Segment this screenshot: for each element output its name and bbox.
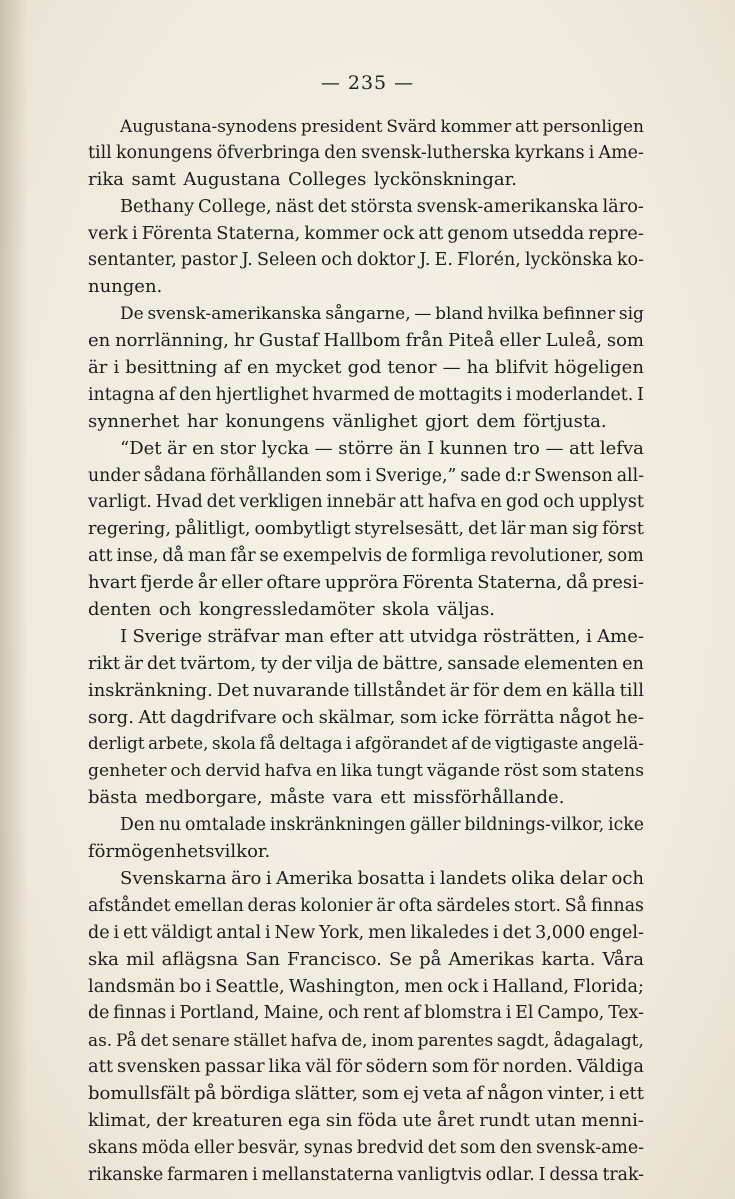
text-line: skans möda eller besvär, synas bredvid det som den svensk-ame- bbox=[88, 1137, 644, 1158]
text-line: att inse, då man får se exempelvis de formliga revolutioner, som bbox=[88, 546, 644, 567]
text-line: de finnas i Portland, Maine, och rent af blomstra i El Campo, Tex- bbox=[88, 1003, 644, 1024]
text-line: bästa medborgare, måste vara ett missförhållande. bbox=[88, 787, 565, 809]
text-line: Den nu omtalade inskränkningen gäller bildnings-vilkor, icke bbox=[120, 815, 644, 836]
text-line: derligt arbete, skola få deltaga i afgörandet af de vigtigaste angelä- bbox=[88, 734, 644, 754]
text-line: “Det är en stor lycka — större än I kunnen tro — att lefva bbox=[120, 437, 644, 459]
text-line: förmögenhetsvilkor. bbox=[88, 841, 271, 863]
text-line: afståndet emellan deras kolonier är ofta särdeles stort. Så finnas bbox=[88, 895, 644, 916]
page-edge-shadow bbox=[0, 0, 28, 1199]
text-line: att svensken passar lika väl för södern som för norden. Väldiga bbox=[88, 1056, 644, 1078]
text-line: rikanske farmaren i mellanstaterna vanligtvis odlar. I dessa trak- bbox=[88, 1164, 644, 1185]
text-line: en norrlänning, hr Gustaf Hallbom från Piteå eller Luleå, som bbox=[88, 330, 644, 352]
body-text bbox=[88, 113, 644, 1189]
text-line: nungen. bbox=[88, 276, 163, 298]
text-line: sentanter, pastor J. Seleen och doktor J. E. Florén, lyckönska ko- bbox=[88, 250, 644, 271]
text-line: rikt är det tvärtom, ty der vilja de bättre, sansade elementen en bbox=[88, 653, 644, 674]
text-line: bomullsfält på bördiga slätter, som ej veta af någon vinter, i ett bbox=[88, 1083, 644, 1105]
text-line: as. På det senare stället hafva de, inom parentes sagdt, ådagalagt, bbox=[88, 1030, 644, 1051]
text-line: klimat, der kreaturen ega sin föda ute året rundt utan menni- bbox=[88, 1109, 644, 1131]
text-line: intagna af den hjertlighet hvarmed de mottagits i moderlandet. I bbox=[88, 384, 644, 405]
text-line: denten och kongressledamöter skola väljas. bbox=[88, 599, 496, 621]
text-line: I Sverige sträfvar man efter att utvidga rösträtten, i Ame- bbox=[120, 625, 644, 647]
text-line: hvart fjerde år eller oftare uppröra Förenta Staterna, då presi- bbox=[88, 572, 644, 594]
page-number: — 235 — bbox=[320, 72, 415, 94]
text-line: regering, pålitligt, oombytligt styrelsesätt, det lär man sig först bbox=[88, 519, 644, 540]
text-line: de i ett väldigt antal i New York, men likaledes i det 3,000 engel- bbox=[88, 922, 644, 943]
text-line: till konungens öfverbringa den svensk-lutherska kyrkans i Ame- bbox=[88, 142, 644, 163]
text-line: De svensk-amerikanska sångarne, — bland hvilka befinner sig bbox=[120, 304, 644, 325]
text-line: inskränkning. Det nuvarande tillståndet är för dem en källa till bbox=[88, 679, 644, 701]
text-line: sorg. Att dagdrifvare och skälmar, som icke förrätta något he- bbox=[88, 706, 644, 728]
text-line: landsmän bo i Seattle, Washington, men ock i Halland, Florida; bbox=[88, 975, 644, 997]
text-line: under sådana förhållanden som i Sverige,” sade d:r Swenson all- bbox=[88, 465, 644, 486]
text-line: rika samt Augustana Colleges lyckönskningar. bbox=[88, 168, 517, 190]
text-line: genheter och dervid hafva en lika tungt vägande röst som statens bbox=[88, 761, 644, 782]
text-line: Svenskarna äro i Amerika bosatta i landets olika delar och bbox=[120, 867, 644, 889]
text-line: synnerhet har konungens vänlighet gjort dem förtjusta. bbox=[88, 410, 607, 432]
text-line: Augustana-synodens president Svärd kommer att personligen bbox=[120, 116, 644, 136]
text-line: är i besittning af en mycket god tenor — ha blifvit högeligen bbox=[88, 357, 644, 379]
text-line: Bethany College, näst det största svensk-amerikanska läro- bbox=[120, 196, 644, 217]
text-line: varligt. Hvad det verkligen innebär att hafva en god och upplyst bbox=[88, 492, 644, 513]
text-line: verk i Förenta Staterna, kommer ock att genom utsedda repre- bbox=[88, 222, 644, 244]
text-line: ska mil aflägsna San Francisco. Se på Amerikas karta. Våra bbox=[88, 948, 644, 970]
